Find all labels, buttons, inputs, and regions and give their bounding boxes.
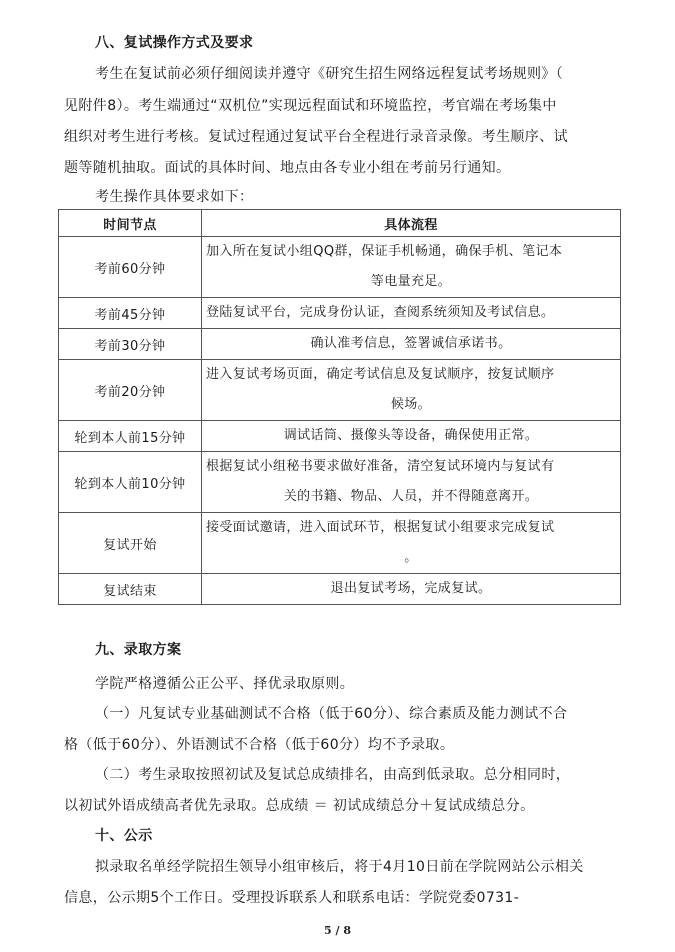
time-cell: 考前30分钟 bbox=[59, 329, 202, 360]
page-number: 5 / 8 bbox=[324, 924, 351, 937]
section10-para-line: 信息，公示期5个工作日。受理投诉联系人和联系电话：学院党委0731- bbox=[64, 890, 520, 906]
time-cell: 考前60分钟 bbox=[59, 237, 202, 298]
table-row bbox=[59, 329, 621, 360]
section8-para-line: 题等随机抽取。面试的具体时间、地点由各专业小组在考前另行通知。 bbox=[64, 160, 511, 176]
section9-item2-line: 以初试外语成绩高者优先录取。总成绩 ＝ 初试成绩总分＋复试成绩总分。 bbox=[64, 798, 535, 814]
table-row bbox=[59, 513, 621, 574]
process-cell bbox=[202, 421, 621, 452]
table-header-row bbox=[59, 210, 621, 237]
section8-heading: 八、复试操作方式及要求 bbox=[95, 35, 254, 51]
process-cell bbox=[202, 574, 621, 605]
process-line: 调试话筒、摄像头等设备，确保使用正常。 bbox=[283, 428, 539, 443]
process-line: 等电量充足。 bbox=[370, 274, 452, 289]
process-cell bbox=[202, 298, 621, 329]
time-cell: 考前20分钟 bbox=[59, 360, 202, 421]
section10-heading: 十、公示 bbox=[95, 828, 153, 844]
time-cell: 轮到本人前10分钟 bbox=[59, 452, 202, 513]
time-cell: 考前45分钟 bbox=[59, 298, 202, 329]
section8-intro: 考生操作具体要求如下： bbox=[95, 189, 254, 205]
table-row bbox=[59, 237, 621, 298]
process-line: 根据复试小组秘书要求做好准备，清空复试环境内与复试有 bbox=[206, 459, 555, 474]
process-cell bbox=[202, 237, 621, 298]
process-line: 进入复试考场页面，确定考试信息及复试顺序，按复试顺序 bbox=[206, 367, 555, 382]
section8-para-line: 组织对考生进行考核。复试过程通过复试平台全程进行录音录像。考生顺序、试 bbox=[64, 129, 568, 145]
process-line: 候场。 bbox=[390, 397, 432, 412]
table-header-process: 具体流程 bbox=[202, 210, 621, 237]
process-cell bbox=[202, 452, 621, 513]
operation-requirements-table bbox=[58, 209, 621, 605]
table-row bbox=[59, 360, 621, 421]
section10-para-line: 拟录取名单经学院招生领导小组审核后，将于4月10日前在学院网站公示相关 bbox=[95, 859, 584, 875]
process-line: 确认准考信息，签署诚信承诺书。 bbox=[310, 336, 512, 351]
table-row bbox=[59, 298, 621, 329]
section9-item1-line: 格（低于60分）、外语测试不合格（低于60分）均不予录取。 bbox=[64, 737, 455, 753]
time-cell: 复试结束 bbox=[59, 574, 202, 605]
time-cell: 复试开始 bbox=[59, 513, 202, 574]
section9-item1-line: （一）凡复试专业基础测试不合格（低于60分）、综合素质及能力测试不合 bbox=[95, 706, 568, 722]
process-line: 登陆复试平台，完成身份认证，查阅系统须知及考试信息。 bbox=[206, 305, 555, 320]
table-row bbox=[59, 421, 621, 452]
section9-principle: 学院严格遵循公正公平、择优录取原则。 bbox=[95, 676, 355, 692]
process-line: 接受面试邀请，进入面试环节，根据复试小组要求完成复试 bbox=[206, 520, 555, 535]
section9-item2-line: （二）考生录取按照初试及复试总成绩排名，由高到低录取。总分相同时， bbox=[95, 767, 571, 783]
section9-heading: 九、录取方案 bbox=[95, 642, 182, 658]
time-cell: 轮到本人前15分钟 bbox=[59, 421, 202, 452]
table-row bbox=[59, 452, 621, 513]
process-line: 关的书籍、物品、人员，并不得随意离开。 bbox=[283, 489, 539, 504]
process-cell bbox=[202, 329, 621, 360]
process-line: 加入所在复试小组QQ群，保证手机畅通，确保手机、笔记本 bbox=[206, 244, 563, 259]
process-cell bbox=[202, 513, 621, 574]
process-cell bbox=[202, 360, 621, 421]
section8-para-line: 考生在复试前必须仔细阅读并遵守《研究生招生网络远程复试考场规则》（ bbox=[95, 66, 564, 82]
process-line: 。 bbox=[404, 550, 418, 565]
table-header-time: 时间节点 bbox=[59, 210, 202, 237]
table-row bbox=[59, 574, 621, 605]
process-line: 退出复试考场，完成复试。 bbox=[330, 581, 492, 596]
section8-para-line: 见附件8）。考生端通过“双机位”实现远程面试和环境监控，考官端在考场集中 bbox=[64, 98, 557, 114]
